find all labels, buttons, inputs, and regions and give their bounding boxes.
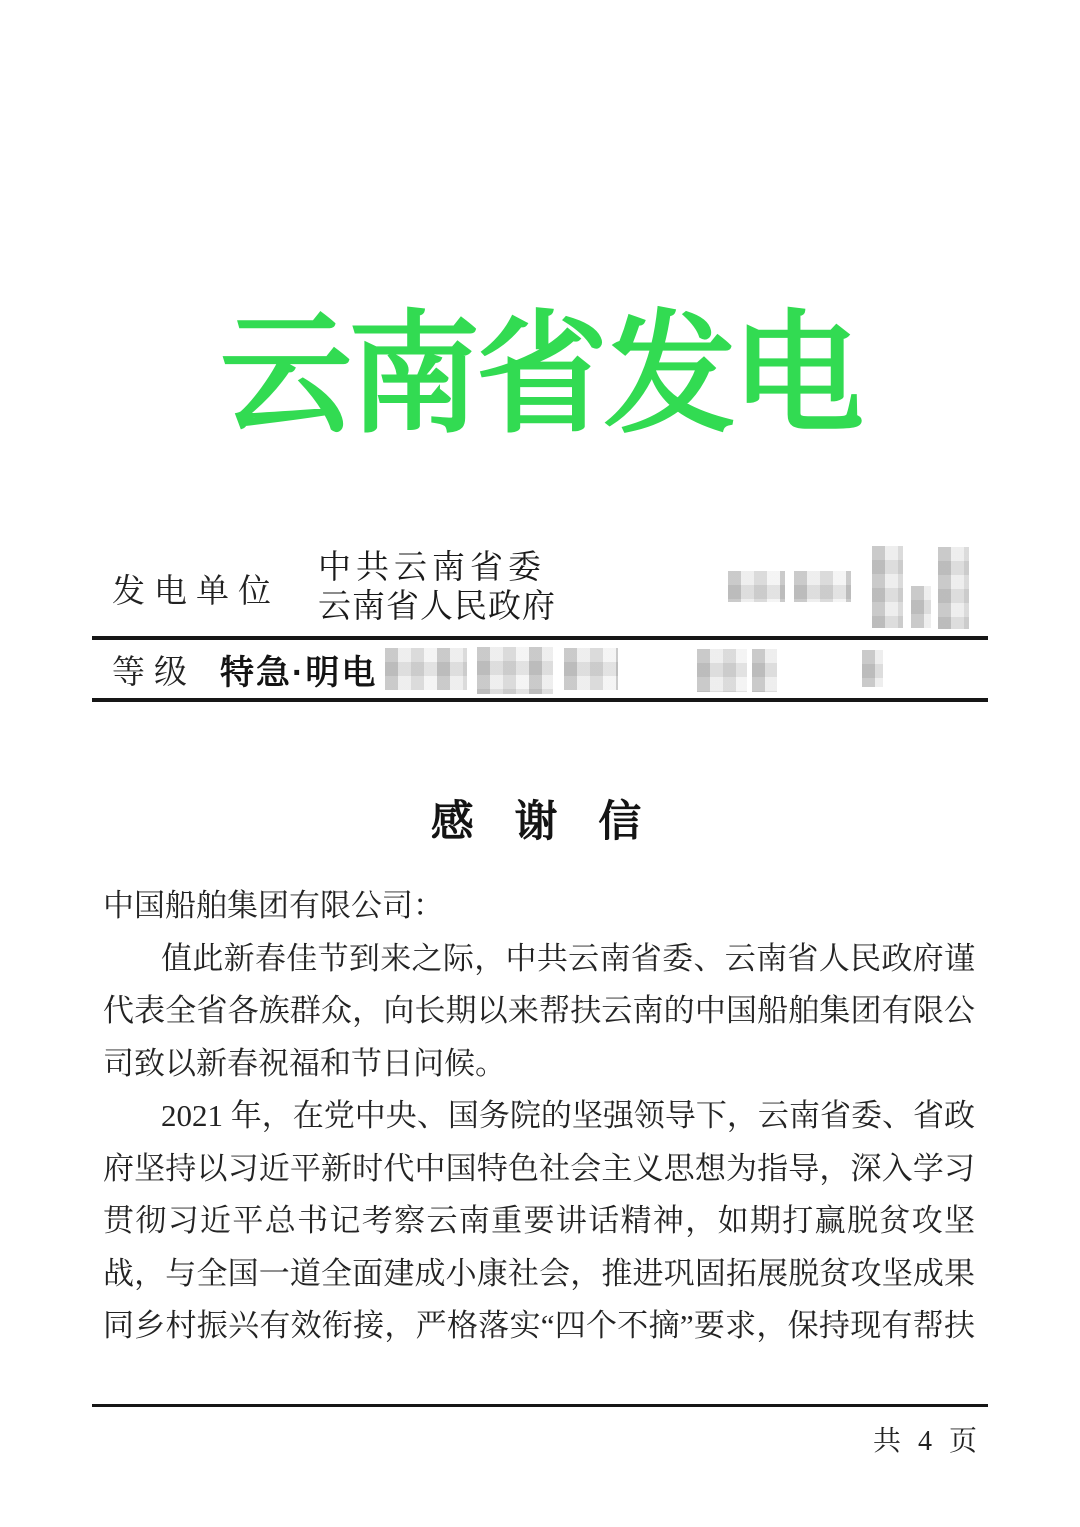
sender-unit-line2: 云南省人民政府 [318, 589, 556, 625]
form-divider-bottom [92, 698, 988, 702]
letter-title: 感 谢 信 [430, 799, 650, 846]
redaction-blur [697, 649, 747, 692]
body-line: 战，与全国一道全面建成小康社会，推进巩固拓展脱贫攻坚成果 [103, 1255, 975, 1291]
redaction-blur [938, 547, 969, 629]
body-line: 值此新春佳节到来之际，中共云南省委、云南省人民政府谨 [161, 940, 975, 976]
body-line: 同乡村振兴有效衔接，严格落实“四个不摘”要求，保持现有帮扶 [103, 1308, 975, 1343]
redaction-blur [385, 648, 467, 690]
telegram-masthead-title: 云南省发电 [220, 302, 860, 449]
redaction-blur [911, 586, 931, 628]
body-line: 中国船舶集团有限公司： [103, 888, 444, 923]
redaction-blur [728, 571, 785, 602]
sender-unit-values [318, 549, 556, 627]
letter-body [103, 880, 975, 1353]
sender-row [92, 540, 988, 636]
redaction-blur [564, 648, 618, 690]
body-line: 贯彻习近平总书记考察云南重要讲话精神，如期打赢脱贫攻坚 [103, 1203, 975, 1238]
redaction-blur [794, 571, 851, 602]
priority-level-value: 特急·明电 [220, 653, 378, 692]
sender-unit-label: 发电单位 [112, 573, 280, 610]
sender-unit-line1: 中共云南省委 [318, 550, 546, 586]
body-line: 代表全省各族群众，向长期以来帮扶云南的中国船舶集团有限公 [103, 993, 975, 1028]
priority-level-label: 等级 [112, 654, 196, 691]
redaction-blur [862, 650, 883, 687]
redaction-blur [872, 546, 903, 628]
body-line: 2021 年，在党中央、国务院的坚强领导下，云南省委、省政 [161, 1098, 975, 1133]
body-line: 府坚持以习近平新时代中国特色社会主义思想为指导，深入学习 [103, 1150, 975, 1186]
page-count: 共 4 页 [872, 1426, 982, 1457]
footer-divider [92, 1404, 988, 1407]
redaction-blur [752, 649, 777, 692]
body-line: 司致以新春祝福和节日问候。 [103, 1045, 506, 1081]
redaction-blur [477, 647, 553, 694]
